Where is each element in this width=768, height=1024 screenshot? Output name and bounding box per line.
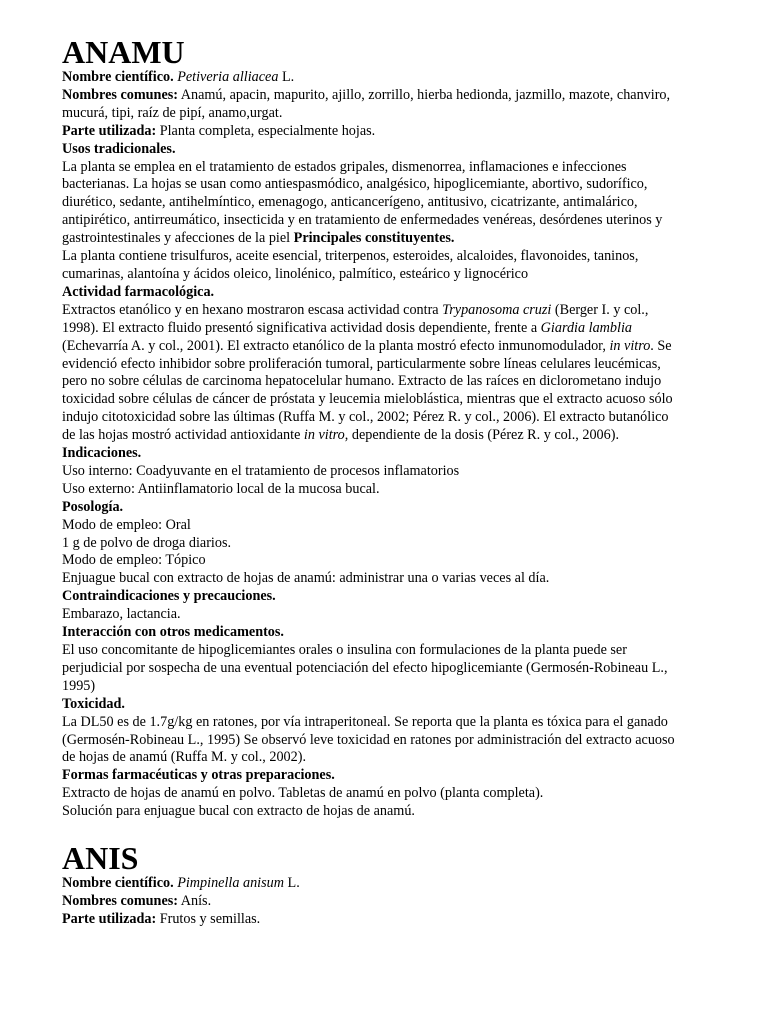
anamu-forms-heading: Formas farmacéuticas y otras preparaciones.	[62, 767, 335, 784]
anamu-usos-line: bacterianas. La hojas se usan como antiespasmódico, analgésico, hipoglicemiante, abortivo, sudorífico,	[62, 176, 648, 193]
anamu-constituents-line: cumarinas, alantoína y ácidos oleico, linolénico, palmítico, esteárico y lignocérico	[62, 265, 529, 282]
anamu-indications-heading: Indicaciones.	[62, 445, 142, 462]
anamu-activity-line: 1998). El extracto fluido presentó significativa actividad dosis dependiente, frente a Giardia lamblia	[62, 319, 632, 336]
anis-title: ANIS	[62, 840, 139, 877]
anamu-activity-line: (Echevarría A. y col., 2001). El extracto etanólico de la planta mostró efecto inmunomodulador, in vitro. Se	[62, 337, 672, 354]
anamu-constituents-line: La planta contiene trisulfuros, aceite esencial, triterpenos, esteroides, alcaloides, flavonoides, taninos,	[62, 248, 639, 265]
anamu-dosage-line: Modo de empleo: Tópico	[62, 552, 206, 569]
anamu-forms-line: Extracto de hojas de anamú en polvo. Tabletas de anamú en polvo (planta completa).	[62, 785, 544, 802]
anamu-part-used: Parte utilizada: Planta completa, especialmente hojas.	[62, 122, 376, 139]
anamu-dosage-heading: Posología.	[62, 498, 124, 515]
anamu-usos-line: diurético, sedante, antihelmíntico, emenagogo, anticancerígeno, antitusivo, cicatrizante, antimalárico,	[62, 194, 638, 211]
anamu-activity-heading: Actividad farmacológica.	[62, 283, 215, 300]
anamu-activity-line: de las hojas mostró actividad antioxidante in vitro, dependiente de la dosis (Pérez R. y col., 2006).	[62, 427, 619, 444]
anis-common-names: Nombres comunes: Anís.	[62, 892, 212, 909]
anamu-toxicity-line: de hojas de anamú (Ruffa M. y col., 2002).	[62, 749, 307, 766]
anamu-dosage-line: Enjuague bucal con extracto de hojas de anamú: administrar una o varias veces al día.	[62, 570, 550, 587]
anamu-dosage-line: 1 g de polvo de droga diarios.	[62, 534, 232, 551]
anamu-activity-line: indujo citotoxicidad sobre las últimas (Ruffa M. y col., 2002; Pérez R. y col., 2006). El extracto butanólico	[62, 409, 669, 426]
anamu-contraindications-line: Embarazo, lactancia.	[62, 606, 181, 623]
anamu-toxicity-line: La DL50 es de 1.7g/kg en ratones, por vía intraperitoneal. Se reporta que la planta es tóxica para el ganado	[62, 713, 668, 730]
anamu-indications-line: Uso externo: Antiinflamatorio local de la mucosa bucal.	[62, 480, 380, 497]
anamu-toxicity-heading: Toxicidad.	[62, 695, 125, 712]
anamu-forms-line: Solución para enjuague bucal con extracto de hojas de anamú.	[62, 803, 415, 820]
anamu-toxicity-line: (Germosén-Robineau L., 1995) Se observó leve toxicidad en ratones por administración del extracto acuoso	[62, 731, 675, 748]
anamu-contraindications-heading: Contraindicaciones y precauciones.	[62, 588, 276, 605]
anamu-interactions-heading: Interacción con otros medicamentos.	[62, 624, 284, 641]
anamu-usos-line: gastrointestinales y afecciones de la piel Principales constituyentes.	[62, 230, 455, 247]
anamu-usos-line: antipirético, antirreumático, insecticida y en tratamiento de enfermedades venéreas, desórdenes uterinos y	[62, 212, 663, 229]
anis-scientific-name: Nombre científico. Pimpinella anisum L.	[62, 875, 300, 892]
anamu-activity-line: Extractos etanólico y en hexano mostraron escasa actividad contra Trypanosoma cruzi (Berger I. y col.,	[62, 301, 649, 318]
anamu-usos-heading: Usos tradicionales.	[62, 140, 176, 157]
anamu-interactions-line: 1995)	[62, 677, 96, 694]
anamu-activity-line: pero no sobre células de carcinoma hepatocelular humano. Extracto de las raíces en diclorometano indujo	[62, 373, 662, 390]
anamu-scientific-name: Nombre científico. Petiveria alliacea L.	[62, 69, 295, 85]
anamu-activity-line: toxicidad sobre células de cáncer de próstata y leucemia mieloblástica, mientras que el extracto acuoso sólo	[62, 391, 673, 408]
anamu-usos-line: La planta se emplea en el tratamiento de estados gripales, dismenorrea, inflamaciones e infecciones	[62, 158, 627, 175]
anamu-common-names-cont: mucurá, tipi, raíz de pipí, anamo,urgat.	[62, 104, 283, 121]
anamu-title: ANAMU	[62, 34, 185, 70]
anis-part-used: Parte utilizada: Frutos y semillas.	[62, 910, 261, 927]
anamu-interactions-line: El uso concomitante de hipoglicemiantes orales o insulina con formulaciones de la planta puede ser	[62, 642, 627, 658]
anamu-common-names: Nombres comunes: Anamú, apacin, mapurito, ajillo, zorrillo, hierba hedionda, jazmillo, mazote, chanviro,	[62, 86, 671, 103]
anamu-activity-line: evidenció efecto inhibidor sobre proliferación tumoral, particularmente sobre líneas celulares leucémicas,	[62, 355, 661, 372]
document-body	[62, 35, 722, 929]
anamu-indications-line: Uso interno: Coadyuvante en el tratamiento de procesos inflamatorios	[62, 462, 460, 479]
anamu-dosage-line: Modo de empleo: Oral	[62, 516, 191, 533]
anamu-interactions-line: perjudicial por sospecha de una eventual potenciación del efecto hipoglicemiante (Germosén-Robineau L.,	[62, 659, 668, 676]
anamu-constituents-heading: Principales constituyentes.	[293, 230, 455, 247]
